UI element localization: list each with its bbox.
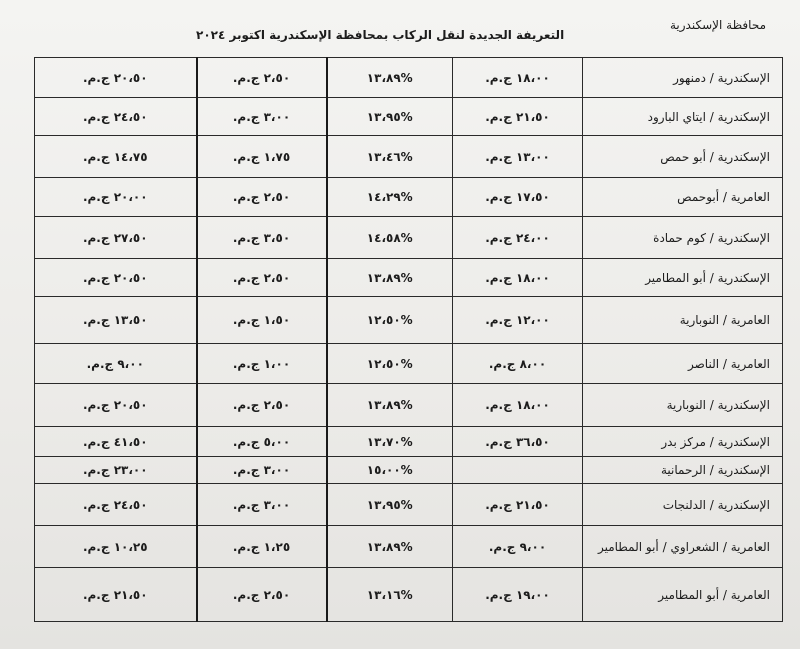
percent-cell: %١٣،٩٥ xyxy=(327,98,453,136)
old-fare-cell: ١٨،٠٠ ج.م. xyxy=(453,58,583,98)
percent-cell: %١٢،٥٠ xyxy=(327,344,453,384)
increase-cell: ٢،٥٠ ج.م. xyxy=(197,259,327,297)
old-fare-cell: ٢١،٥٠ ج.م. xyxy=(453,484,583,526)
old-fare-cell: ٢٤،٠٠ ج.م. xyxy=(453,217,583,259)
increase-cell: ٢،٥٠ ج.م. xyxy=(197,178,327,217)
route-cell: العامرية / النوبارية xyxy=(583,297,783,344)
old-fare-cell: ٨،٠٠ ج.م. xyxy=(453,344,583,384)
route-cell: العامرية / الناصر xyxy=(583,344,783,384)
governorate-label: محافظة الإسكندرية xyxy=(669,18,766,32)
percent-cell: %١٣،٨٩ xyxy=(327,384,453,427)
new-fare-cell: ١٤،٧٥ ج.م. xyxy=(35,136,197,178)
route-cell: الإسكندرية / أبو حمص xyxy=(583,136,783,178)
increase-cell: ٣،٠٠ ج.م. xyxy=(197,457,327,484)
table-row xyxy=(35,98,783,136)
new-fare-cell: ٩،٠٠ ج.م. xyxy=(35,344,197,384)
table-row xyxy=(35,484,783,526)
page-title: التعريفة الجديدة لنقل الركاب بمحافظة الإسكندرية اكتوبر ٢٠٢٤ xyxy=(196,28,565,42)
new-fare-cell: ٢٠،٠٠ ج.م. xyxy=(35,178,197,217)
percent-cell: %١٣،٨٩ xyxy=(327,526,453,568)
percent-cell: %١٤،٢٩ xyxy=(327,178,453,217)
percent-cell: %١٣،٤٦ xyxy=(327,136,453,178)
table-row xyxy=(35,217,783,259)
new-fare-cell: ٢١،٥٠ ج.م. xyxy=(35,568,197,622)
table-row xyxy=(35,568,783,622)
route-cell: العامرية / أبوحمص xyxy=(583,178,783,217)
increase-cell: ٣،٠٠ ج.م. xyxy=(197,98,327,136)
increase-cell: ٣،٠٠ ج.م. xyxy=(197,484,327,526)
increase-cell: ١،٥٠ ج.م. xyxy=(197,297,327,344)
percent-cell: %١٣،٨٩ xyxy=(327,58,453,98)
new-fare-cell: ٢٧،٥٠ ج.م. xyxy=(35,217,197,259)
increase-cell: ١،٠٠ ج.م. xyxy=(197,344,327,384)
new-fare-cell: ٢٠،٥٠ ج.م. xyxy=(35,384,197,427)
old-fare-cell: ١٩،٠٠ ج.م. xyxy=(453,568,583,622)
new-fare-cell: ١٠،٢٥ ج.م. xyxy=(35,526,197,568)
route-cell: الإسكندرية / ايتاي البارود xyxy=(583,98,783,136)
new-fare-cell: ٢٤،٥٠ ج.م. xyxy=(35,98,197,136)
percent-cell: %١٢،٥٠ xyxy=(327,297,453,344)
increase-cell: ٢،٥٠ ج.م. xyxy=(197,384,327,427)
old-fare-cell: ٩،٠٠ ج.م. xyxy=(453,526,583,568)
old-fare-cell xyxy=(453,457,583,484)
route-cell: الإسكندرية / دمنهور xyxy=(583,58,783,98)
increase-cell: ٢،٥٠ ج.م. xyxy=(197,58,327,98)
table-row xyxy=(35,384,783,427)
increase-cell: ٣،٥٠ ج.م. xyxy=(197,217,327,259)
table-row xyxy=(35,427,783,457)
new-fare-cell: ٢٠،٥٠ ج.م. xyxy=(35,58,197,98)
table-row xyxy=(35,58,783,98)
table-row xyxy=(35,297,783,344)
increase-cell: ١،٢٥ ج.م. xyxy=(197,526,327,568)
old-fare-cell: ٣٦،٥٠ ج.م. xyxy=(453,427,583,457)
table-row xyxy=(35,526,783,568)
route-cell: الإسكندرية / مركز بدر xyxy=(583,427,783,457)
increase-cell: ٢،٥٠ ج.م. xyxy=(197,568,327,622)
route-cell: الإسكندرية / النوبارية xyxy=(583,384,783,427)
percent-cell: %١٣،٩٥ xyxy=(327,484,453,526)
table-row xyxy=(35,457,783,484)
old-fare-cell: ١٨،٠٠ ج.م. xyxy=(453,259,583,297)
route-cell: الإسكندرية / الدلنجات xyxy=(583,484,783,526)
new-fare-cell: ١٣،٥٠ ج.م. xyxy=(35,297,197,344)
increase-cell: ٥،٠٠ ج.م. xyxy=(197,427,327,457)
route-cell: الإسكندرية / أبو المطامير xyxy=(583,259,783,297)
percent-cell: %١٤،٥٨ xyxy=(327,217,453,259)
percent-cell: %١٣،٧٠ xyxy=(327,427,453,457)
route-cell: الإسكندرية / كوم حمادة xyxy=(583,217,783,259)
route-cell: العامرية / أبو المطامير xyxy=(583,568,783,622)
new-fare-cell: ٢٣،٠٠ ج.م. xyxy=(35,457,197,484)
table-row xyxy=(35,136,783,178)
new-fare-cell: ٢٠،٥٠ ج.م. xyxy=(35,259,197,297)
percent-cell: %١٣،٨٩ xyxy=(327,259,453,297)
old-fare-cell: ٢١،٥٠ ج.م. xyxy=(453,98,583,136)
increase-cell: ١،٧٥ ج.م. xyxy=(197,136,327,178)
route-cell: الإسكندرية / الرحمانية xyxy=(583,457,783,484)
old-fare-cell: ١٨،٠٠ ج.م. xyxy=(453,384,583,427)
old-fare-cell: ١٧،٥٠ ج.م. xyxy=(453,178,583,217)
table-row xyxy=(35,344,783,384)
table-row xyxy=(35,259,783,297)
percent-cell: %١٥،٠٠ xyxy=(327,457,453,484)
fare-table xyxy=(34,57,783,622)
new-fare-cell: ٢٤،٥٠ ج.م. xyxy=(35,484,197,526)
route-cell: العامرية / الشعراوي / أبو المطامير xyxy=(583,526,783,568)
old-fare-cell: ١٢،٠٠ ج.م. xyxy=(453,297,583,344)
old-fare-cell: ١٣،٠٠ ج.م. xyxy=(453,136,583,178)
table-row xyxy=(35,178,783,217)
percent-cell: %١٣،١٦ xyxy=(327,568,453,622)
new-fare-cell: ٤١،٥٠ ج.م. xyxy=(35,427,197,457)
